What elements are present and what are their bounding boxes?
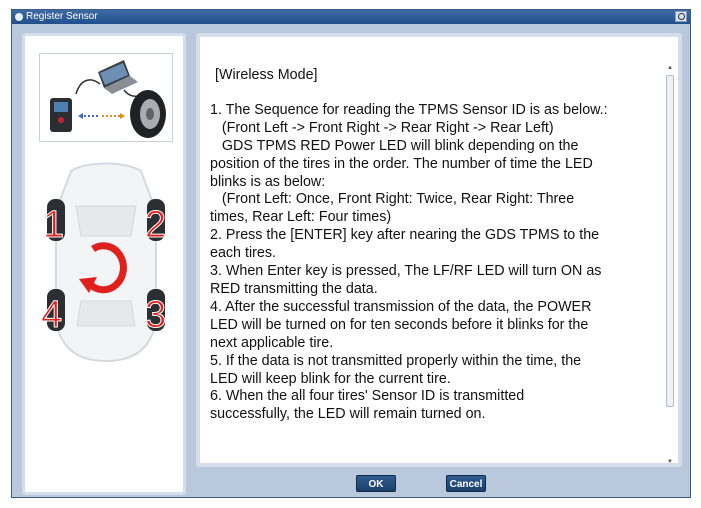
- tpms-tool-icon: [50, 98, 72, 132]
- close-button[interactable]: [675, 11, 687, 22]
- car-outline-icon: [56, 164, 156, 362]
- window-title: Register Sensor: [26, 11, 98, 22]
- mode-heading: [Wireless Mode]: [215, 67, 318, 83]
- scroll-up-arrow-icon[interactable]: ▲: [667, 65, 673, 71]
- scroll-thumb[interactable]: [666, 75, 674, 407]
- instructions-text-area: [210, 47, 658, 457]
- instructions-panel: [196, 33, 682, 467]
- tire-number-2: 2: [145, 204, 167, 246]
- tire-number-3: 3: [145, 294, 167, 336]
- car-tire-sequence-illustration: [31, 161, 181, 366]
- cancel-button[interactable]: Cancel: [446, 475, 486, 492]
- laptop-icon: [98, 60, 138, 94]
- scroll-down-arrow-icon[interactable]: ▼: [667, 459, 673, 465]
- ok-button[interactable]: OK: [356, 475, 396, 492]
- device-tire-illustration: [39, 53, 173, 142]
- tire-icon: [130, 90, 166, 138]
- register-sensor-dialog: [11, 9, 691, 498]
- title-bar[interactable]: [12, 10, 690, 24]
- illustration-panel: [22, 33, 186, 495]
- app-icon: [15, 13, 23, 21]
- instruction-steps: 1. The Sequence for reading the TPMS Sensor ID is as below.: (Front Left -> Front Right -> Rear Right -> Rear Left) GDS TPMS RED Power LED will blink depending on the position of the tires in the order. The number of time the LED blinks is as below: (Front Left: Once, Front Right: Twice, Rear Right: Three times, Rear Left: Four times) 2. Press the [ENTER] key after nearing the GDS TPMS to the each tires. 3. When Enter key is pressed, The LF/RF LED will turn ON as RED transmitting the data. 4. After the successful transmission of the data, the POWER LED will be turned on for ten seconds before it blinks for the next applicable tire. 5. If the data is not transmitted properly within the time, the LED will keep blink for the current tire. 6. When the all four tires' Sensor ID is transmitted successfully, the LED will remain turned on.: [210, 101, 608, 423]
- tire-number-1: 1: [43, 204, 65, 246]
- tire-number-4: 4: [41, 294, 63, 336]
- vertical-scrollbar[interactable]: [666, 65, 674, 465]
